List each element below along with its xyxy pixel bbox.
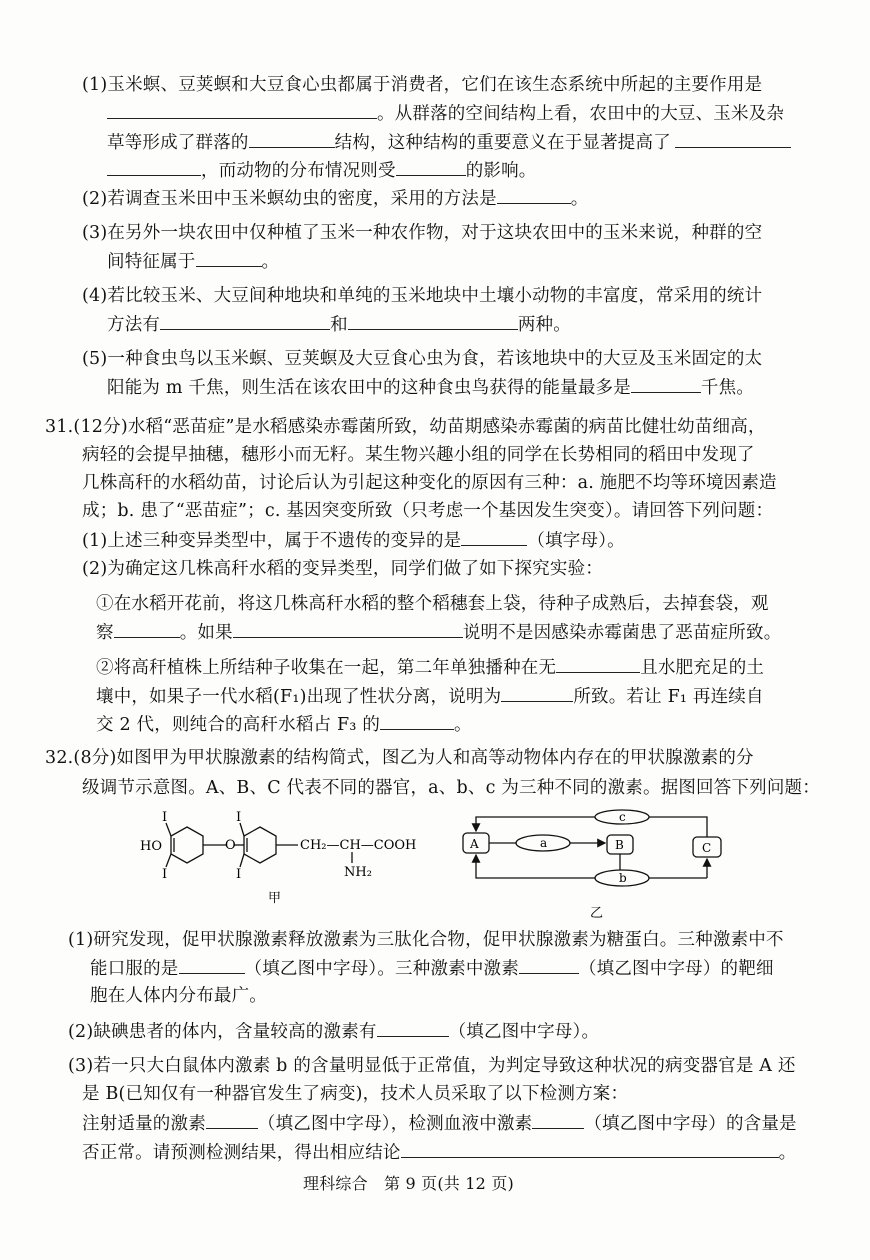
q31-part2: (2)为确定这几株高秆水稻的变异类型，同学们做了如下探究实验： (82, 559, 603, 579)
q31-line3: 几株高秆的水稻幼苗，讨论后认为引起这种变化的原因有三种：a. 施肥不均等环境因素造 (82, 473, 777, 493)
hormone-a-label: a (540, 836, 548, 850)
q31-line1: 31.(12分)水稻“恶苗症”是水稻感染赤霉菌所致，幼苗期感染赤霉菌的病苗比健壮幼苗细高， (45, 417, 766, 437)
q31-line2: 病轻的会提早抽穗，穗形小而无籽。某生物兴趣小组的同学在长势相同的稻田中发现了 (82, 445, 755, 465)
q32-part2: (2)缺碘患者的体内，含量较高的激素有 （填乙图中字母）。 (68, 1019, 599, 1044)
q30-part5-line2: 阳能为 m 千焦，则生活在该农田中的这种食虫鸟获得的能量最多是 千焦。 (107, 375, 754, 400)
q31-exp2-line1: ②将高秆植株上所结种子收集在一起，第二年单独播种在无 且水肥充足的土 (96, 655, 764, 680)
q32-part3-line3: 注射适量的激素 （填乙图中字母），检测血液中激素 （填乙图中字母）的含量是 (82, 1111, 797, 1136)
answer-blank[interactable] (396, 158, 466, 176)
iodine-label: I (162, 867, 168, 882)
answer-blank[interactable] (196, 249, 262, 267)
organ-a-label: A (470, 837, 479, 851)
answer-blank[interactable] (380, 712, 454, 730)
answer-blank[interactable] (519, 956, 579, 974)
iodine-label: I (236, 867, 242, 882)
q32-part3-line4: 否正常。请预测检测结果，得出相应结论 。 (82, 1140, 796, 1165)
side-chain-label: CH₂—CH—COOH (300, 838, 417, 853)
answer-blank[interactable] (348, 312, 518, 330)
answer-blank[interactable] (631, 375, 701, 393)
oxygen-label: O (225, 838, 236, 853)
q30-part5-line1: (5)一种食虫鸟以玉米螟、豆荚螟及大豆食心虫为食，若该地块中的大豆及玉米固定的太 (82, 349, 763, 369)
q30-part1-line2: 。从群落的空间结构上看，农田中的大豆、玉米及杂 (107, 101, 784, 126)
answer-blank[interactable] (160, 312, 330, 330)
q30-part1-line1: (1)玉米螟、豆荚螟和大豆食心虫都属于消费者，它们在该生态系统中所起的主要作用是 (82, 75, 763, 95)
page-footer: 理科综合 第 9 页(共 12 页) (303, 1174, 514, 1193)
answer-blank[interactable] (497, 186, 571, 204)
q32-part1-line1: (1)研究发现，促甲状腺激素释放激素为三肽化合物，促甲状腺激素为糖蛋白。三种激素中不 (68, 930, 784, 950)
q30-part3-line2: 间特征属于 。 (107, 249, 279, 274)
answer-blank[interactable] (461, 528, 527, 546)
answer-blank[interactable] (107, 158, 201, 176)
answer-blank[interactable] (675, 130, 791, 148)
q32-line2: 级调节示意图。A、B、C 代表不同的器官，a、b、c 为三种不同的激素。据图回答下列问题： (82, 778, 820, 798)
answer-blank[interactable] (532, 1111, 584, 1129)
answer-blank[interactable] (501, 684, 573, 702)
answer-blank[interactable] (377, 1019, 449, 1037)
organ-b-label: B (615, 838, 624, 852)
q30-part4-line1: (4)若比较玉米、大豆间种地块和单纯的玉米地块中土壤小动物的丰富度，常采用的统计 (82, 286, 763, 306)
q30-part3-line1: (3)在另外一块农田中仅种植了玉米一种农作物，对于这块农田中的玉米来说，种群的空 (82, 223, 763, 243)
benzene-ring-right (244, 827, 276, 863)
figure-yi-caption: 乙 (590, 906, 604, 921)
q32-part3-line2: 是 B(已知仅有一种器官发生了病变)，技术人员采取了以下检测方案： (82, 1084, 629, 1104)
answer-blank[interactable] (401, 1140, 779, 1158)
figure-jia-caption: 甲 (268, 891, 282, 906)
answer-blank[interactable] (249, 130, 335, 148)
iodine-label: I (162, 810, 168, 825)
q31-part1: (1)上述三种变异类型中，属于不遗传的变异的是 （填字母）。 (82, 528, 625, 553)
organ-c-label: C (702, 841, 712, 855)
ho-label: HO (140, 839, 162, 854)
answer-blank[interactable] (179, 956, 245, 974)
q31-exp1-line2: 察 。如果 说明不是因感染赤霉菌患了恶苗症所致。 (96, 620, 781, 645)
q32-line1: 32.(8分)如图甲为甲状腺激素的结构简式，图乙为人和高等动物体内存在的甲状腺激素的分 (45, 748, 754, 768)
q30-part2: (2)若调查玉米田中玉米螟幼虫的密度，采用的方法是 。 (82, 186, 589, 211)
figure-jia-structure (130, 805, 440, 910)
q32-part1-line2: 能口服的是 （填乙图中字母）。三种激素中激素 （填乙图中字母）的靶细 (90, 956, 774, 981)
benzene-ring-left (171, 827, 203, 863)
answer-blank[interactable] (233, 620, 463, 638)
answer-blank[interactable] (556, 655, 640, 673)
q30-part1-line4: ，而动物的分布情况则受 的影响。 (107, 158, 537, 183)
q31-exp2-line2: 壤中，如果子一代水稻(F₁)出现了性状分离，说明为 所致。若让 F₁ 再连续自 (96, 684, 764, 709)
hormone-b-label: b (619, 871, 627, 885)
q32-part1-line3: 胞在人体内分布最广。 (90, 986, 267, 1006)
hormone-c-label: c (619, 810, 626, 824)
answer-blank[interactable] (206, 1111, 258, 1129)
answer-blank[interactable] (114, 620, 180, 638)
iodine-label: I (236, 810, 242, 825)
figure-yi-diagram (455, 800, 740, 925)
q31-exp1-line1: ①在水稻开花前，将这几株高秆水稻的整个稻穗套上袋，待种子成熟后，去掉套袋，观 (96, 594, 769, 614)
q31-line4: 成；b. 患了“恶苗症”；c. 基因突变所致（只考虑一个基因发生突变）。请回答下列问题： (82, 501, 774, 521)
q30-part1-line3: 草等形成了群落的 结构，这种结构的重要意义在于显著提高了 (107, 130, 791, 155)
nh2-label: NH₂ (344, 865, 372, 880)
q30-part4-line2: 方法有 和 两种。 (107, 312, 571, 337)
q32-part3-line1: (3)若一只大白鼠体内激素 b 的含量明显低于正常值，为判定导致这种状况的病变器官是 A 还 (68, 1056, 796, 1076)
q31-exp2-line3: 交 2 代，则纯合的高秆水稻占 F₃ 的 。 (96, 712, 472, 737)
answer-blank[interactable] (107, 101, 377, 119)
